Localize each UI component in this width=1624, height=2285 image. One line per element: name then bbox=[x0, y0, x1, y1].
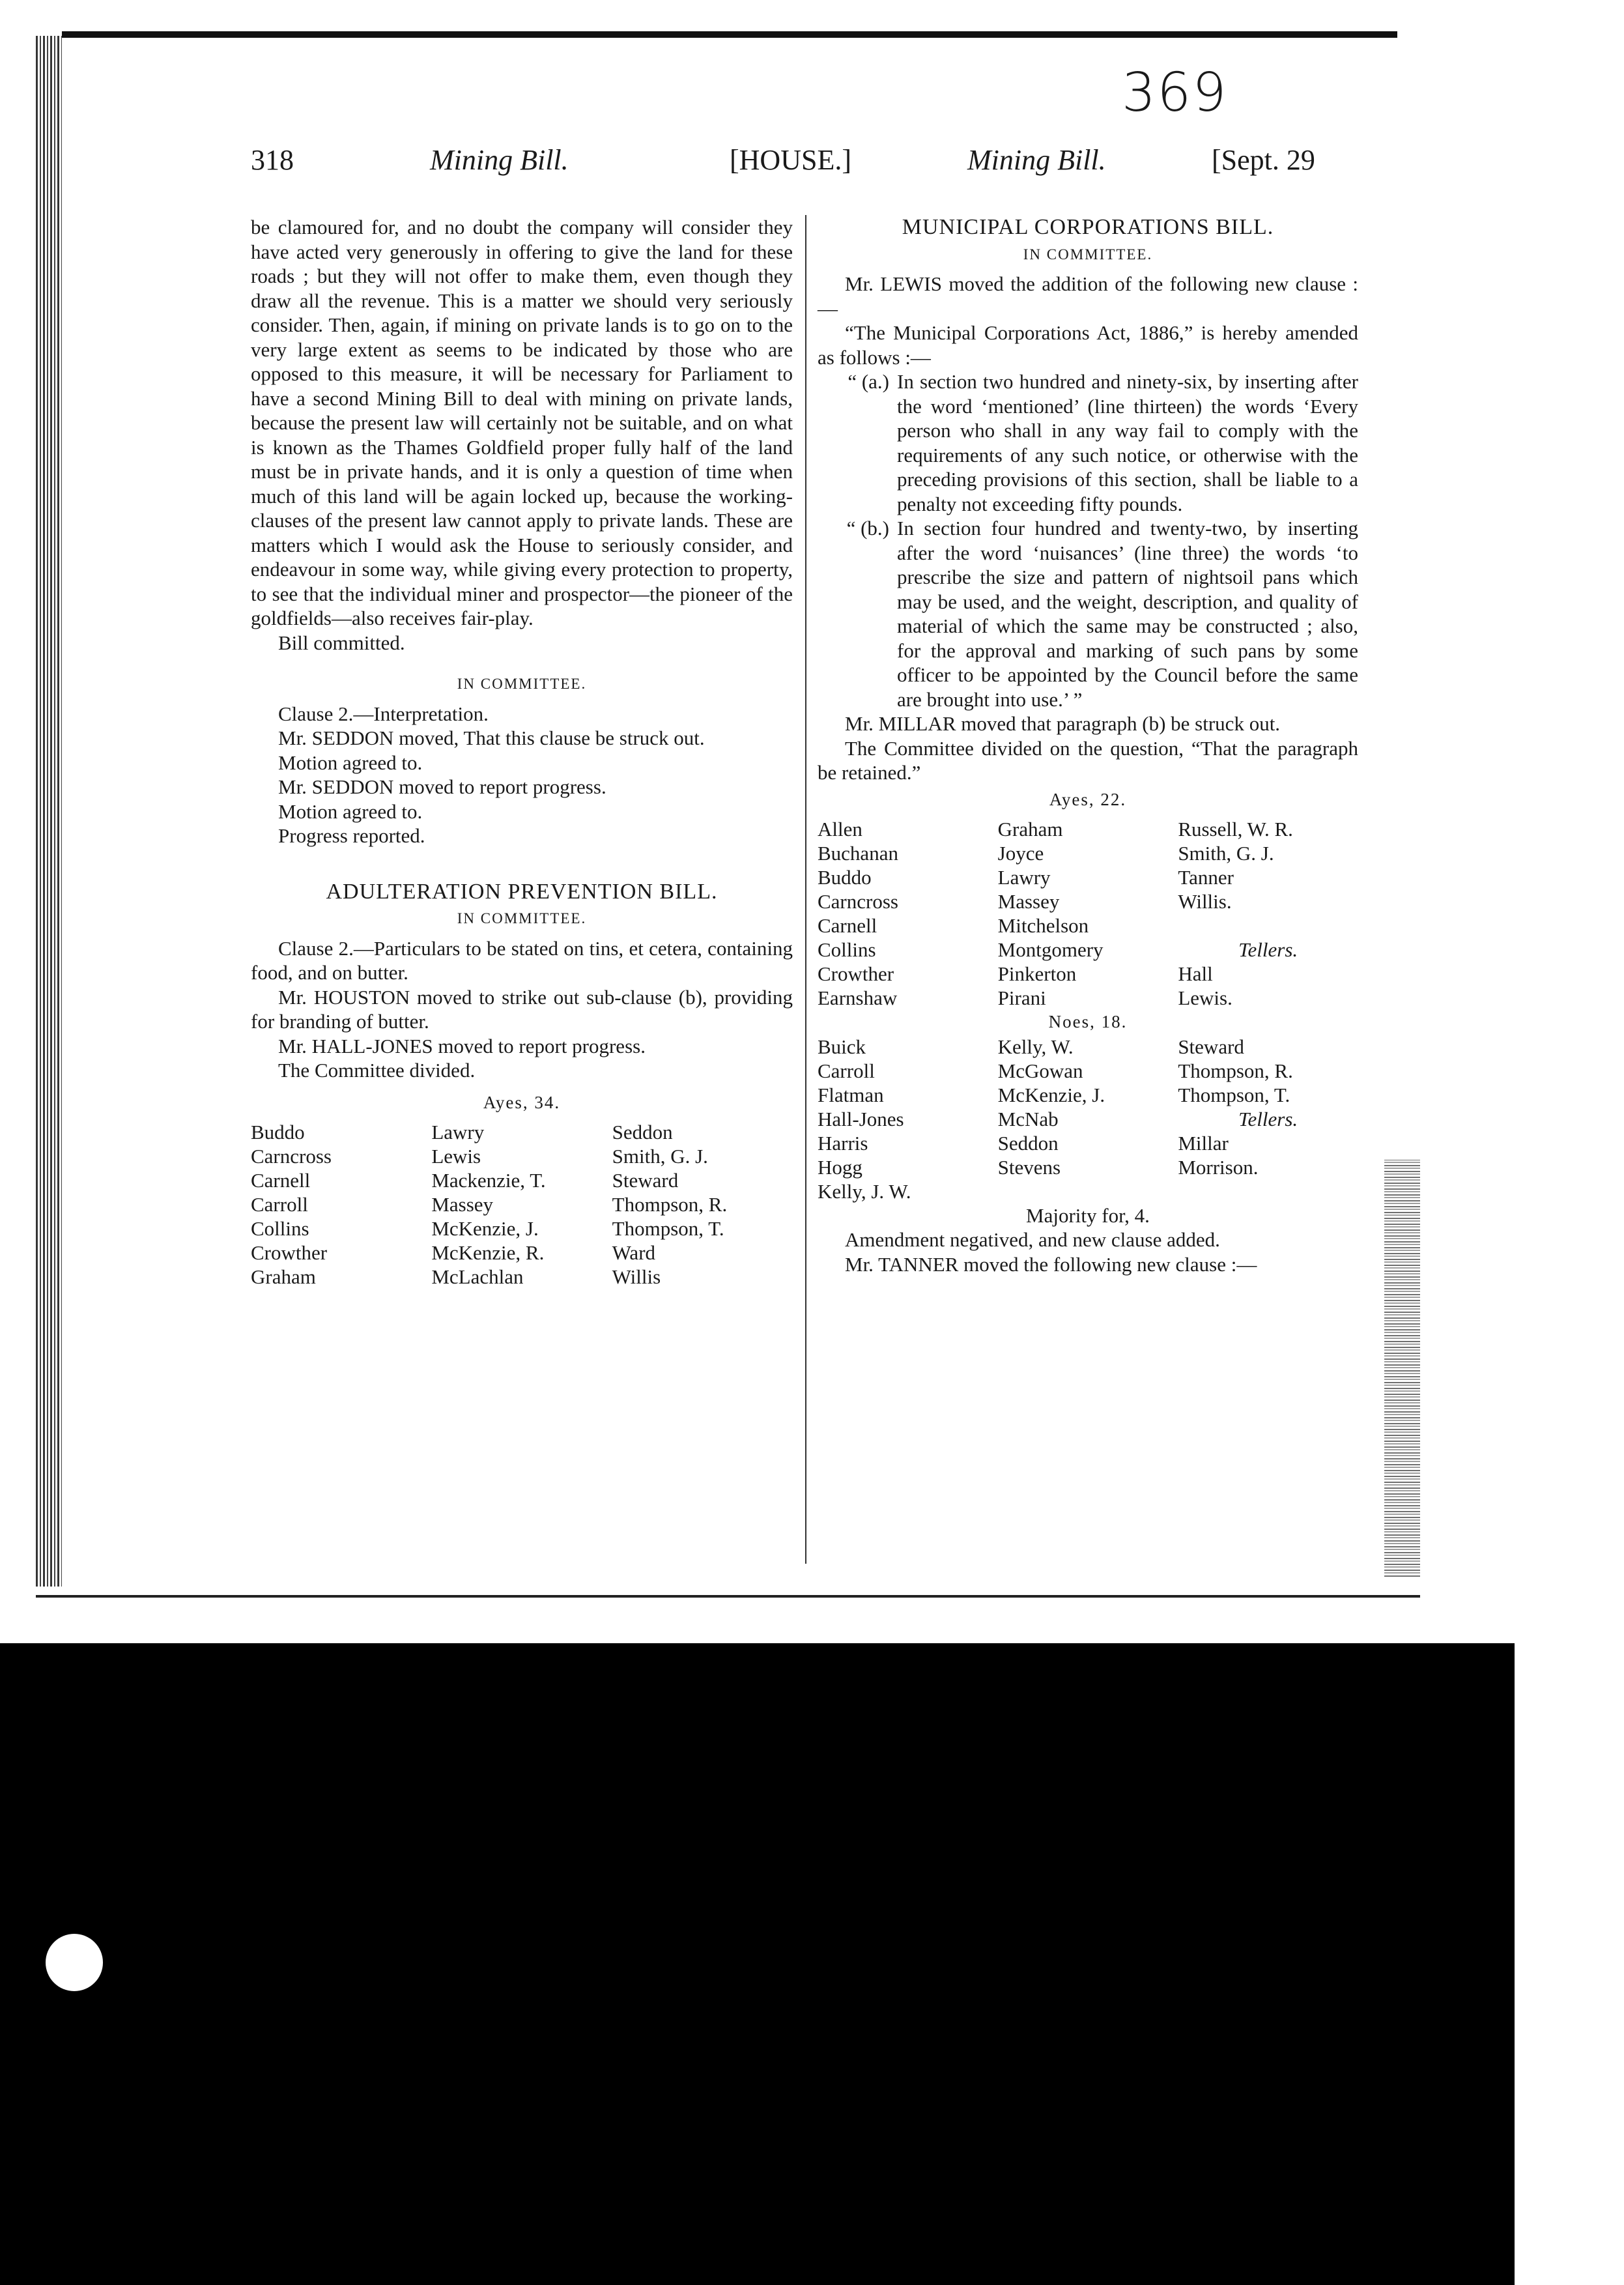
voter-name: Kelly, J. W. bbox=[818, 1179, 911, 1203]
vote-row bbox=[818, 841, 1358, 865]
clause-b bbox=[818, 516, 1358, 711]
voter-name: Smith, G. J. bbox=[1178, 842, 1274, 865]
clause-a-text: In section two hundred and ninety-six, by inserting after the word ‘mentioned’ (line thirteen) the words ‘Every person who shall in any way fail to comply with the requirements of any such notice, or otherwise with the preceding provisions of this section, shall be liable to a penalty not exceeding fifty pounds. bbox=[897, 370, 1358, 515]
voter-name: McGowan bbox=[997, 1059, 1083, 1082]
voter-name: Lewis. bbox=[1178, 986, 1232, 1009]
voter-name: Steward bbox=[612, 1169, 679, 1192]
clause-b-label: “ (b.) bbox=[846, 517, 889, 539]
voter-name: Willis. bbox=[1178, 890, 1232, 913]
bill-committed: Bill committed. bbox=[278, 631, 405, 654]
voter-name: Pinkerton bbox=[997, 962, 1077, 985]
section-heading: ADULTERATION PREVENTION BILL. bbox=[326, 879, 718, 904]
motion-line: Mr. TANNER moved the following new clause :— bbox=[845, 1252, 1257, 1276]
vote-row bbox=[251, 1241, 793, 1265]
voter-name: Earnshaw bbox=[818, 986, 898, 1009]
noes-heading: Noes, 18. bbox=[1048, 1012, 1128, 1031]
voter-name: Carroll bbox=[818, 1059, 875, 1082]
voter-name: Millar bbox=[1178, 1131, 1229, 1155]
voter-name: Carroll bbox=[251, 1193, 308, 1216]
clause-line: Clause 2.—Particulars to be stated on tins, et cetera, containing food, and on butter. bbox=[251, 936, 793, 984]
voter-name: McKenzie, J. bbox=[431, 1217, 539, 1240]
vote-row bbox=[818, 1035, 1358, 1059]
vote-row bbox=[818, 1179, 1358, 1203]
ayes-heading: Ayes, 34. bbox=[483, 1092, 561, 1112]
header-page-number: 318 bbox=[251, 144, 294, 176]
motion-line: Mr. LEWIS moved the addition of the following new clause :— bbox=[818, 272, 1358, 320]
progress-reported: Progress reported. bbox=[278, 824, 425, 847]
voter-name: Morrison. bbox=[1178, 1155, 1259, 1179]
voter-name: Harris bbox=[818, 1131, 868, 1155]
clause-a bbox=[818, 369, 1358, 516]
voter-name: McKenzie, J. bbox=[997, 1083, 1105, 1106]
voter-name: Allen bbox=[818, 818, 862, 841]
voter-name: Thompson, R. bbox=[1178, 1059, 1293, 1082]
scan-top-edge bbox=[62, 31, 1397, 38]
section-heading: MUNICIPAL CORPORATIONS BILL. bbox=[902, 215, 1274, 239]
voter-name bbox=[1178, 913, 1358, 938]
vote-row bbox=[818, 962, 1358, 986]
voter-name: Stevens bbox=[997, 1155, 1061, 1179]
division-line: The Committee divided. bbox=[278, 1059, 476, 1082]
vote-row bbox=[251, 1120, 793, 1144]
page-bottom-rule bbox=[36, 1595, 1420, 1598]
voter-name: Lewis bbox=[431, 1145, 481, 1168]
voter-name: Buddo bbox=[818, 866, 872, 889]
in-committee-label: IN COMMITTEE. bbox=[457, 910, 587, 927]
motion-line: Mr. SEDDON moved to report progress. bbox=[278, 775, 606, 798]
header-date: [Sept. 29 bbox=[1212, 144, 1315, 176]
voter-name: Carncross bbox=[818, 890, 898, 913]
voter-name: Massey bbox=[431, 1193, 494, 1216]
voter-name: Montgomery bbox=[997, 938, 1104, 961]
voter-name: Crowther bbox=[251, 1241, 328, 1264]
voter-name: Ward bbox=[612, 1241, 656, 1264]
motion-line: Mr. SEDDON moved, That this clause be struck out. bbox=[278, 726, 705, 749]
majority-line: Majority for, 4. bbox=[1026, 1203, 1150, 1227]
clause-b-text: In section four hundred and twenty-two, by inserting after the word ‘nuisances’ (line three) the words ‘to prescribe the size and pattern of nightsoil pans which may be used, and the weight, description, and quality of material of which the same may be constructed ; also, for the approval and marking of such pans by some officer to be appointed by the Council before the same are brought into use.’ ” bbox=[897, 517, 1358, 711]
scan-binding-edge bbox=[36, 36, 62, 1587]
header-house: [HOUSE.] bbox=[730, 144, 851, 176]
vote-row bbox=[818, 865, 1358, 889]
black-scan-area bbox=[0, 1643, 1515, 2285]
vote-row bbox=[251, 1216, 793, 1241]
voter-name: Mackenzie, T. bbox=[431, 1169, 546, 1192]
voter-name: Collins bbox=[251, 1217, 309, 1240]
voter-name: Russell, W. R. bbox=[1178, 818, 1293, 841]
punch-hole bbox=[46, 1934, 103, 1991]
vote-row bbox=[818, 986, 1358, 1010]
voter-name: Tellers. bbox=[1238, 1107, 1298, 1130]
header-left-title: Mining Bill. bbox=[430, 144, 569, 176]
motion-line: Mr. MILLAR moved that paragraph (b) be struck out. bbox=[845, 712, 1281, 735]
vote-row bbox=[251, 1168, 793, 1192]
voter-name: Seddon bbox=[997, 1131, 1059, 1155]
vote-row bbox=[818, 1107, 1358, 1131]
vote-row bbox=[251, 1265, 793, 1289]
act-line: “The Municipal Corporations Act, 1886,” is hereby amended as follows :— bbox=[818, 321, 1358, 369]
clause-line: Clause 2.—Interpretation. bbox=[278, 702, 489, 725]
header-right-title: Mining Bill. bbox=[967, 144, 1106, 176]
voter-name: Steward bbox=[1178, 1035, 1244, 1058]
voter-name: Joyce bbox=[997, 842, 1044, 865]
voter-name bbox=[998, 1179, 1178, 1203]
vote-row bbox=[251, 1192, 793, 1216]
voter-name: Thompson, T. bbox=[1178, 1083, 1290, 1106]
motion-line: Mr. HOUSTON moved to strike out sub-clause (b), providing for branding of butter. bbox=[251, 985, 793, 1033]
in-committee-label: IN COMMITTEE. bbox=[1023, 246, 1153, 263]
vote-row bbox=[818, 1155, 1358, 1179]
voter-name: Carnell bbox=[818, 914, 877, 937]
voter-name: Buddo bbox=[251, 1121, 305, 1143]
vote-row bbox=[251, 1144, 793, 1168]
motion-line: Mr. HALL-JONES moved to report progress. bbox=[278, 1034, 646, 1057]
voter-name: Massey bbox=[997, 890, 1060, 913]
voter-name: Smith, G. J. bbox=[612, 1145, 708, 1168]
voter-name: Lawry bbox=[431, 1121, 485, 1143]
voter-name bbox=[1178, 1179, 1358, 1203]
vote-row bbox=[818, 938, 1358, 962]
ayes-heading: Ayes, 22. bbox=[1049, 789, 1127, 809]
voter-name: Hall-Jones bbox=[818, 1107, 904, 1130]
voter-name: Carnell bbox=[251, 1169, 311, 1192]
vote-row bbox=[818, 1131, 1358, 1155]
voter-name: Graham bbox=[251, 1265, 316, 1288]
voter-name: Lawry bbox=[997, 866, 1051, 889]
voter-name: Crowther bbox=[818, 962, 894, 985]
voter-name: Thompson, T. bbox=[612, 1217, 724, 1240]
motion-result: Motion agreed to. bbox=[278, 751, 423, 774]
voter-name: Willis bbox=[612, 1265, 661, 1288]
voter-name: Tanner bbox=[1178, 866, 1234, 889]
voter-name: Seddon bbox=[612, 1121, 673, 1143]
voter-name: Flatman bbox=[818, 1083, 884, 1106]
voter-name: McNab bbox=[997, 1107, 1059, 1130]
voter-name: Collins bbox=[818, 938, 876, 961]
handwritten-page-number: 369 bbox=[1122, 62, 1228, 124]
voter-name: Mitchelson bbox=[997, 914, 1089, 937]
voter-name: Buchanan bbox=[818, 842, 898, 865]
voter-name: Buick bbox=[818, 1035, 866, 1058]
vote-row bbox=[818, 817, 1358, 841]
clause-a-label: “ (a.) bbox=[848, 370, 889, 393]
voter-name: Tellers. bbox=[1238, 938, 1298, 961]
amendment-line: Amendment negatived, and new clause added. bbox=[845, 1228, 1220, 1251]
voter-name: Hall bbox=[1178, 962, 1213, 985]
division-line: The Committee divided on the question, “That the paragraph be retained.” bbox=[818, 736, 1358, 784]
voter-name: McKenzie, R. bbox=[431, 1241, 545, 1264]
voter-name: Thompson, R. bbox=[612, 1193, 728, 1216]
ayes-table bbox=[251, 1120, 793, 1289]
speech-paragraph: be clamoured for, and no doubt the company will consider they have acted very generously in offering to give the land for these roads ; but they will not offer to make them, even though they draw all the revenue. This is a matter we should very seriously consider. Then, again, if mining on private lands is to go on to the very large extent as seems to be indicated by those who are opposed to this measure, it will be necessary for Parliament to have a second Mining Bill to deal with mining on private lands, because the present law will certainly not be suitable, and on what is known as the Thames Goldfield proper fully half of the land must be in private hands, and it is only a question of time when much of this land will be again locked up, because the working-clauses of the present law cannot apply to private lands. These are matters which I would ask the House to seriously consider, and endeavour in some way, while giving every protection to property, to see that the individual miner and prospector—the pioneer of the goldfields—also receives fair-play. bbox=[251, 216, 793, 629]
ayes-table bbox=[818, 817, 1358, 1010]
left-column bbox=[251, 215, 793, 1289]
vote-row bbox=[818, 1059, 1358, 1083]
scan-right-edge bbox=[1384, 1160, 1420, 1577]
voter-name: Graham bbox=[997, 818, 1063, 841]
noes-table bbox=[818, 1035, 1358, 1203]
voter-name: Kelly, W. bbox=[997, 1035, 1074, 1058]
voter-name: Carncross bbox=[251, 1145, 332, 1168]
vote-row bbox=[818, 913, 1358, 938]
vote-row bbox=[818, 1083, 1358, 1107]
voter-name: Pirani bbox=[997, 986, 1046, 1009]
in-committee-label: IN COMMITTEE. bbox=[457, 676, 587, 692]
voter-name: McLachlan bbox=[431, 1265, 524, 1288]
right-column bbox=[818, 215, 1358, 1276]
motion-result: Motion agreed to. bbox=[278, 799, 423, 823]
column-divider bbox=[805, 215, 806, 1564]
running-header bbox=[251, 143, 1358, 182]
vote-row bbox=[818, 889, 1358, 913]
voter-name: Hogg bbox=[818, 1155, 862, 1179]
